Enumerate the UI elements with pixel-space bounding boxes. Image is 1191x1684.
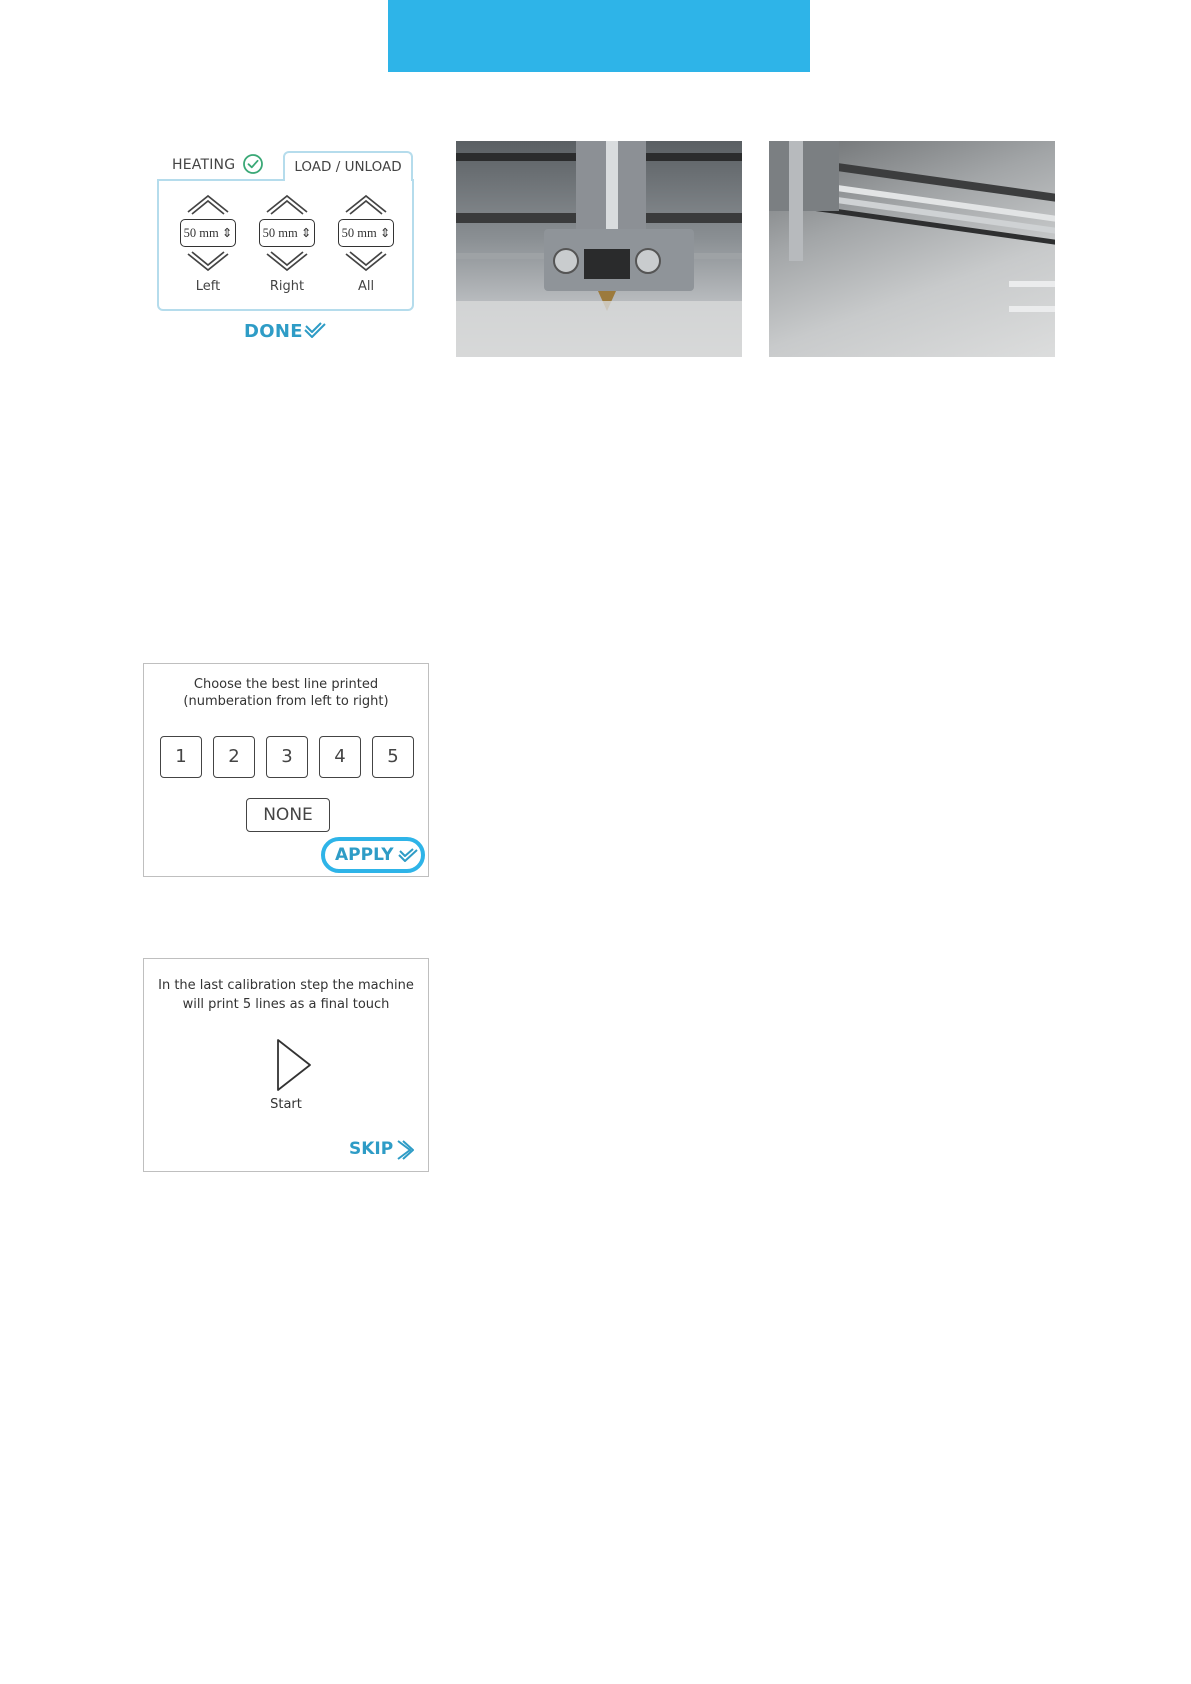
final-step-panel (143, 958, 429, 1172)
line-option-3-button[interactable]: 3 (266, 736, 308, 778)
line-option-2-button[interactable]: 2 (213, 736, 255, 778)
start-label[interactable]: Start (270, 1097, 302, 1112)
extrude-length-select-left[interactable]: 50 mm ⇕ (180, 219, 236, 247)
chevron-up-icon[interactable] (265, 190, 309, 216)
check-mark-icon (303, 322, 327, 340)
jog-column-all (333, 190, 399, 294)
spinner-arrows-icon: ⇕ (300, 226, 312, 240)
header-bar (388, 0, 810, 72)
print-bed-photo (769, 141, 1055, 357)
line-choice-instruction: Choose the best line printed (numberation from left to right) (183, 677, 389, 709)
chevron-up-icon[interactable] (344, 190, 388, 216)
spinner-arrows-icon: ⇕ (221, 226, 233, 240)
apply-button-label: APPLY (335, 845, 394, 865)
check-circle-icon (242, 153, 264, 175)
spinner-arrows-icon: ⇕ (379, 226, 391, 240)
check-mark-icon (397, 848, 419, 864)
jog-column-right (254, 190, 320, 294)
tab-heating[interactable]: HEATING (172, 157, 236, 173)
tab-load-unload[interactable] (283, 151, 413, 181)
chevron-down-icon[interactable] (186, 250, 230, 276)
line-option-5-button[interactable]: 5 (372, 736, 414, 778)
chevron-down-icon[interactable] (265, 250, 309, 276)
line-option-4-button[interactable]: 4 (319, 736, 361, 778)
printhead-closeup-photo (456, 141, 742, 357)
jog-label-right: Right (269, 279, 305, 294)
extrude-length-select-right[interactable]: 50 mm ⇕ (259, 219, 315, 247)
final-step-instruction: In the last calibration step the machine will print 5 lines as a final touch (158, 978, 414, 1012)
none-button[interactable]: NONE (246, 798, 330, 832)
play-icon[interactable] (275, 1037, 313, 1093)
extrude-length-select-all[interactable]: 50 mm ⇕ (338, 219, 394, 247)
done-button[interactable]: DONE (244, 321, 303, 342)
line-choice-panel (143, 663, 429, 877)
jog-label-left: Left (195, 279, 221, 294)
tab-load-unload-label: LOAD / UNLOAD (294, 159, 402, 175)
double-chevron-right-icon (395, 1139, 415, 1161)
tab-joint (285, 178, 411, 182)
chevron-up-icon[interactable] (186, 190, 230, 216)
skip-button[interactable]: SKIP (349, 1139, 394, 1159)
chevron-down-icon[interactable] (344, 250, 388, 276)
line-option-1-button[interactable]: 1 (160, 736, 202, 778)
jog-column-left (175, 190, 241, 294)
jog-label-all: All (357, 279, 375, 294)
apply-button[interactable] (321, 837, 425, 873)
